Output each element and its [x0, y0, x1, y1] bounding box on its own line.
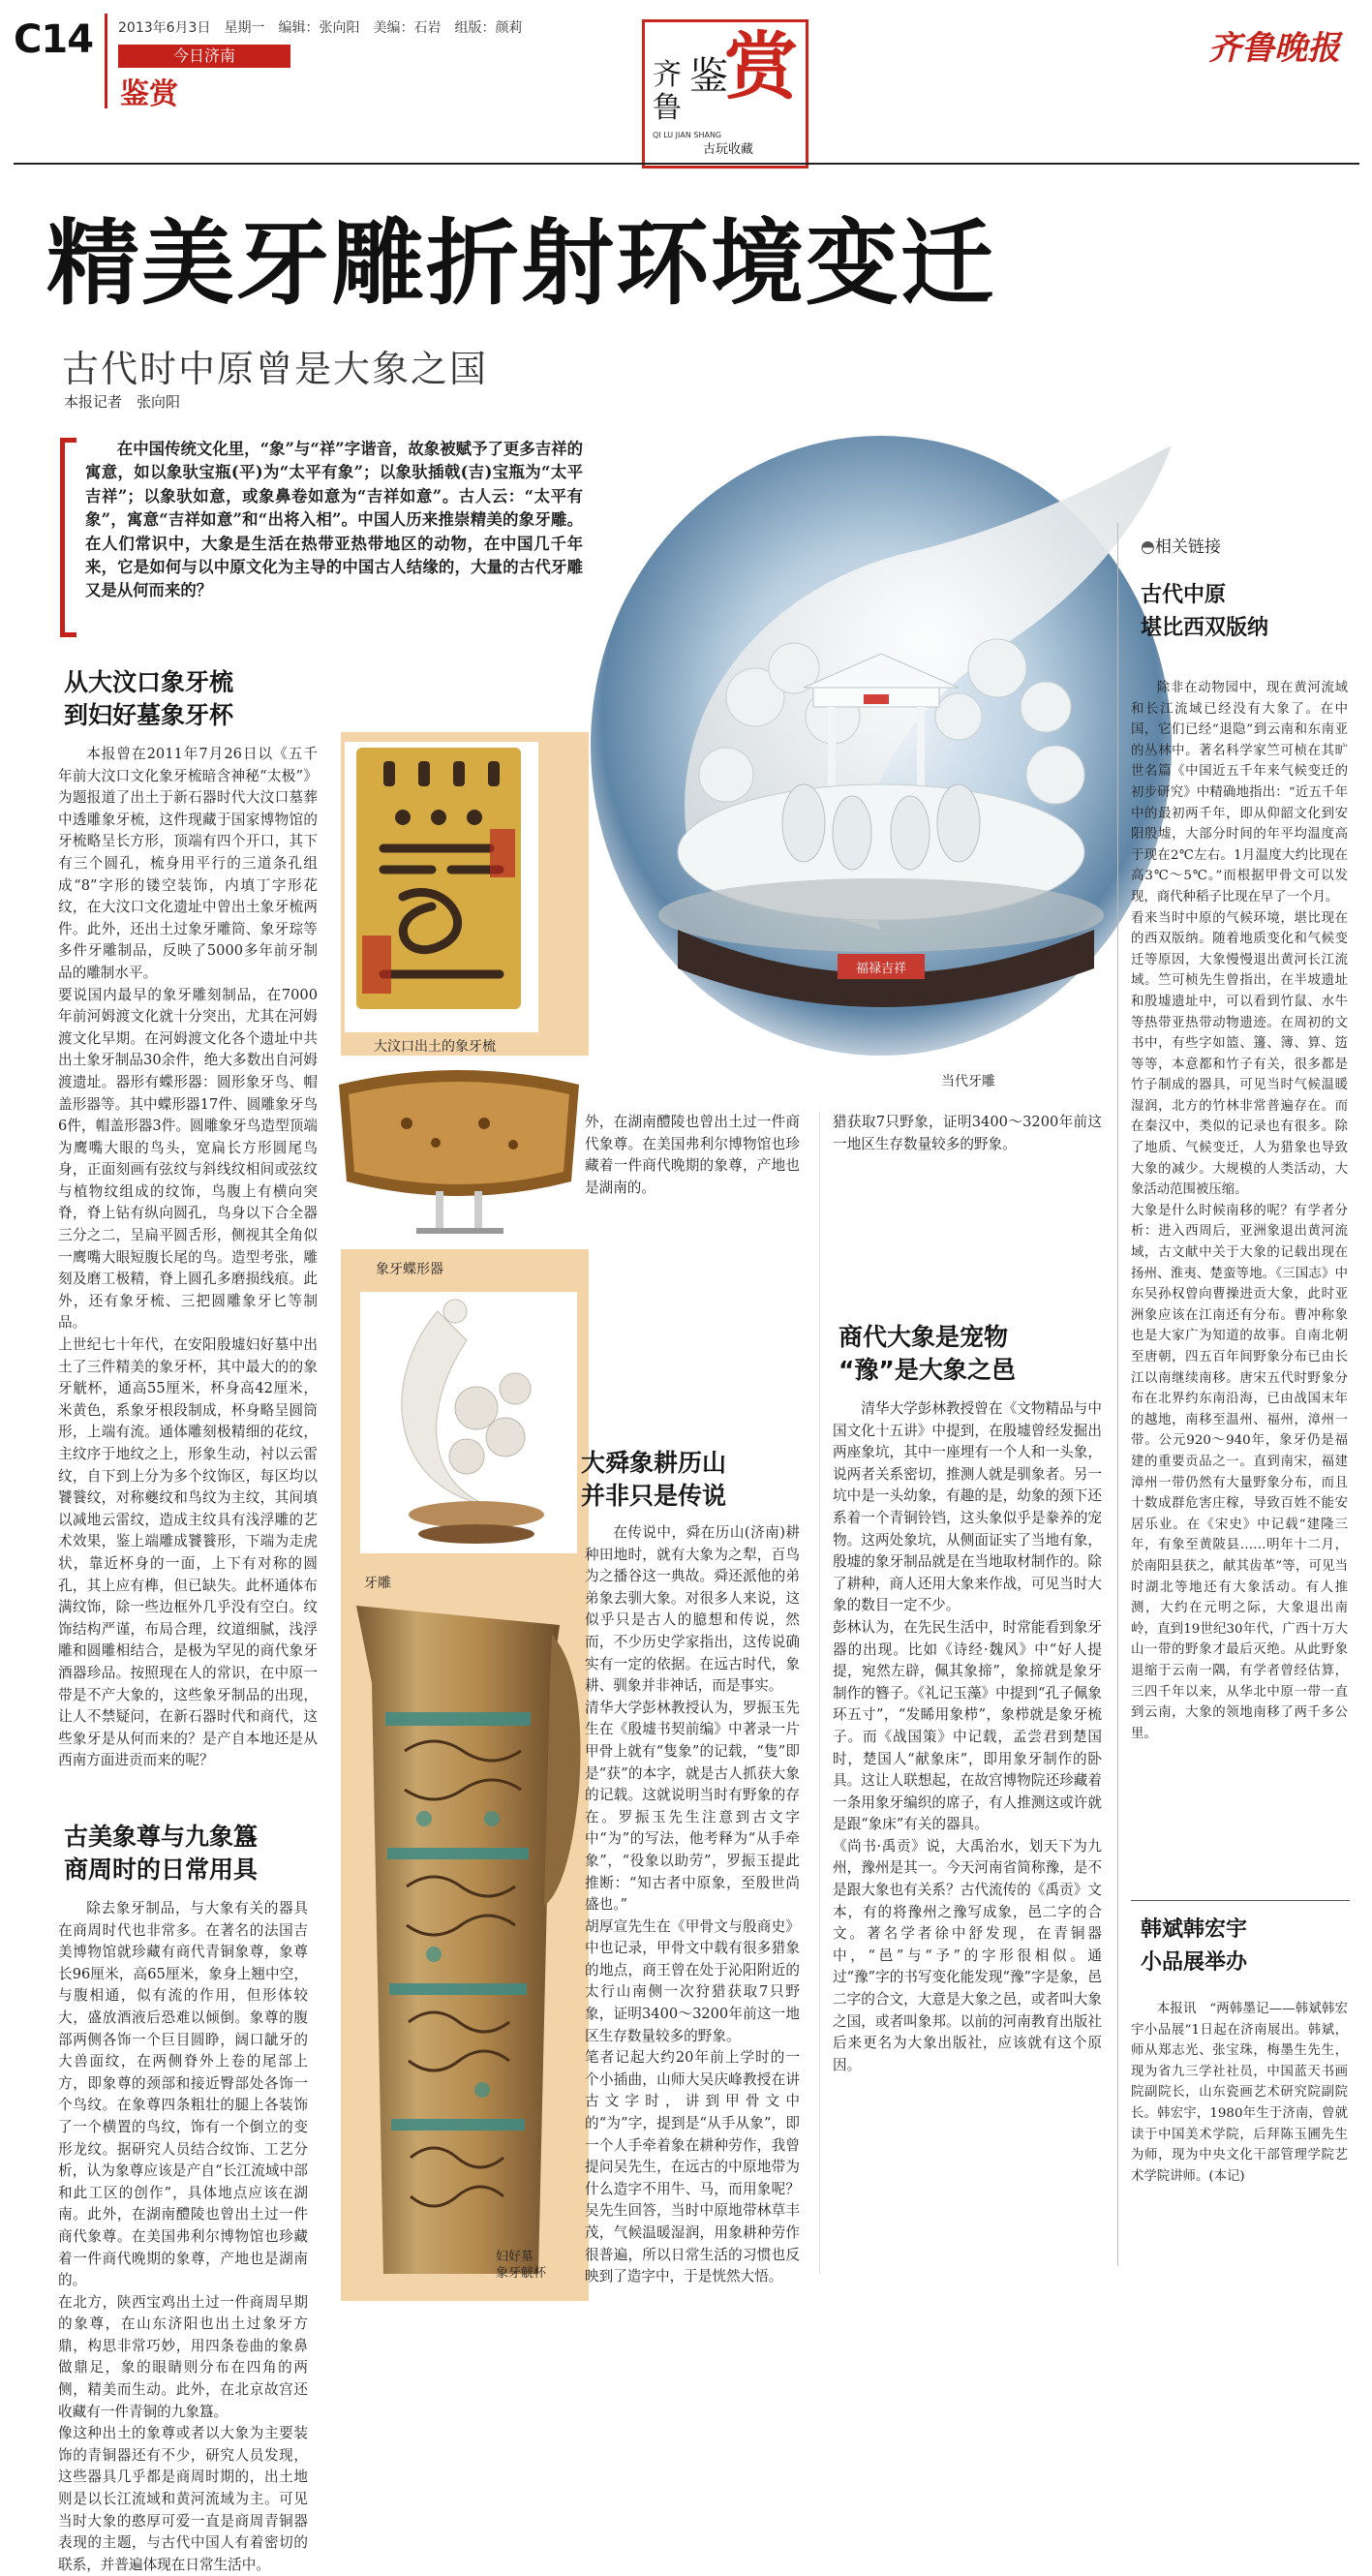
- sidebar-body: [1131, 678, 1348, 1859]
- section1-body-text: 本报曾在2011年7月26日以《五千年前大汶口文化象牙梳暗含神秘“太极”》为题报道了出土于新石器时代大汶口墓葬中透雕象牙梳，这件现藏于国家博物馆的牙梳略呈长方形，顶端有四个开口，其下有三个圆孔，梳身用平行的三道条孔组成“8”字形的镂空装饰，内填丁字形花纹，在大汶口文化遗址中曾出土象牙梳两件。此外，还出土过象牙雕筒、象牙琮等多件牙雕制品，反映了5000多年前牙制品的雕制水平。 要说国内最早的象牙雕刻制品，在7000年前河姆渡文化就十分突出，尤其在河姆渡文化早期。在河姆渡文化各个遗址中共出土象牙制品30余件，绝大多数出自河姆渡遗址。器形有蝶形器：圆形象牙鸟、帽盖形器等。其中蝶形器17件、圆雕象牙鸟6件，帽盖形器3件。圆雕象牙鸟造型顶端为鹰嘴大眼的鸟头，宽扁长方形圆尾鸟身，正面刻画有弦纹与斜线纹相间或弦纹与植物纹组成的纹饰，鸟腹上有横向突脊，脊上钻有纵向圆孔，鸟身以下合全器三分之二，呈扁平圆舌形，侧视其全角似一鹰嘴大眼短腹长尾的鸟。造型考张，雕刻及磨工极精，脊上圆孔多磨损线痕。此外，还有象牙梳、三把圆雕象牙匕等制品。 上世纪七十年代，在安阳殷墟妇好墓中出土了三件精美的象牙杯，其中最大的的象牙觥杯，通高55厘米，杯身高42厘米，米黄色，系象牙根段制成，杯身略呈圆筒形，上端有流。通体雕刻极精细的花纹，主纹序于地纹之上，形象生动，衬以云雷纹，自下到上分为多个纹饰区，每区均以饕餮纹，对称夔纹和鸟纹为主纹，其间填以减地云雷纹，造成主纹具有浅浮雕的艺术效果，鉴上端雕成饕餮形，下端为走虎状，靠近杯身的一面，上下有对称的圆孔，其上应有榫，但已缺失。此杯通体布满纹饰，除一些边框外几乎没有空白。纹饰结构严谨，布局合理，纹道细腻，浅浮雕和圆雕相结合，是极为罕见的商代象牙酒器珍品。按照现在人的常识，在中原一带是不产大象的，这些象牙制品的出现，让人不禁疑问，在新石器时代和商代，这些象牙是从何而来的？是产自本地还是从西南方面进贡而来的呢？: [58, 746, 318, 1769]
- caption-modern-carving: 当代牙雕: [941, 1074, 995, 1089]
- news-heading: 韩斌韩宏宇 小品展举办: [1141, 1917, 1248, 1975]
- section2-continued: [585, 1112, 800, 1441]
- related-link-label: 相关链接: [1154, 537, 1221, 557]
- section3-heading: 大舜象耕历山 并非只是传说: [581, 1449, 727, 1510]
- comb-photo: [345, 742, 538, 1032]
- column4-top-text: 猎获取7只野象，证明3400～3200年前这一地区生存数量较多的野象。: [833, 1114, 1102, 1152]
- paper-name: 齐鲁晚报: [1208, 29, 1340, 68]
- logo-pinyin: QI LU JIAN SHANG: [653, 131, 722, 139]
- logo-big-text: 赏: [724, 23, 798, 109]
- logo-sub: 古玩收藏: [703, 142, 754, 157]
- carving-image: [360, 1292, 577, 1553]
- section4-body-text: 清华大学彭林教授曾在《文物精品与中国文化十五讲》中提到，在殷墟曾经发掘出两座象坑，其中一座埋有一个人和一头象，说两者关系密切，推测人就是驯象者。另一坑中是一头幼象，有趣的是，幼象的颈下还系着一个青铜铃铛，这头象似乎是豢养的宠物。这两处象坑，从侧面证实了当地有象，殷墟的象牙制品就是在当地取材制作的。除了耕种，商人还用大象来作战，可见当时大象的数目一定不少。 彭林认为，在先民生活中，时常能看到象牙器的出现。比如《诗经·魏风》中“好人提提，宛然左辟，佩其象揥”，象揥就是象牙制作的簪子。《礼记玉藻》中提到“孔子佩象环五寸”，“发睎用象栉”，象栉就是象牙梳子。而《战国策》中记载，孟尝君到楚国时，楚国人“献象床”，即用象牙制作的卧具。这让人联想起，在故宫博物院还珍藏着一条用象牙编织的席子，有人推测这或许就是跟“象床”有关的器具。 《尚书·禹贡》说，大禹治水，划天下为九州，豫州是其一。今天河南省简称豫，是不是跟大象也有关系？古代流传的《禹贡》文本，有的将豫州之豫写成象，邑二字的合文。著名学者徐中舒发现，在青铜器中，“邑”与“予”的字形很相似。通过“豫”字的书写变化能发现“豫”字是象，邑二字的合文，大意是大象之邑，或者叫大象之国，或者叫象邦。以前的河南教育出版社后来更名为大象出版社，应该就有这个原因。: [833, 1400, 1102, 2073]
- sidebar-body-text: 除非在动物园中，现在黄河流域和长江流域已经没有大象了。在中国，它们已经“退隐”到云南和东南亚的丛林中。著名科学家竺可桢在其旷世名篇《中国近五千年来气候变迁的初步研究》中精确地指出：“近五千年中的最初两千年，即从仰韶文化到安阳殷墟，大部分时间的年平均温度高于现在2℃左右。1月温度大约比现在高3℃～5℃。”而根据甲骨文可以发现，商代种稻子比现在早了一个月。 看来当时中原的气候环境，堪比现在的西双版纳。随着地质变化和气候变迁等原因，大象慢慢退出黄河长江流域。竺可桢先生曾指出，在半坡遗址和殷墟遗址中，可以看到竹鼠、水牛等热带亚热带动物遗迹。在周初的文书中，有些字如篮、籩、簿、算、笾等等，本意都和竹子有关，很多都是竹子制成的器具，可见当时气候温暖湿润，北方的竹林非常普遍存在。而在秦汉中，类似的记录也有很多。除了地质、气候变迁，人为猎象也导致大象的减少。大规模的人类活动，大象活动范围被压缩。 大象是什么时候南移的呢？有学者分析：进入西周后，亚洲象退出黄河流域，古文献中关于大象的记载出现在扬州、淮夷、楚蛮等地。《三国志》中东吴孙权曾向曹操进贡大象，此时亚洲象应该在江南还有分布。曹冲称象也是大家广为知道的故事。自南北朝至唐朝，四五百年间野象分布已由长江以南继续南移。唐宋五代时野象分布在北界约东南沿海，已由战国末年的越地，南移至温州、福州，漳州一带。公元920～940年，象牙仍是福建的重要贡品之一。直到南宋，福建漳州一带仍然有大量野象分布，而且十数成群危害庄稼，导致百姓不能安居乐业。在《宋史》中记载“建隆三年，有象至黄陂县……明年十二月，於南阳县获之，献其齿革”等，可见当时湖北等地还有大象活动。有人推测，大约在元明之际，大象退出南岭，直到19世纪30年代，广西十万大山一带的野象才最后灭绝。从此野象退缩于云南一隅，有学者曾经估算，三四千年以来，从华北中原一带一直到云南，大象的领地南移了两千多公里。: [1131, 681, 1348, 1741]
- lead-bracket: [60, 438, 76, 637]
- news-body-text: 本报讯 “两韩墨记——韩斌韩宏宇小品展”1日起在济南展出。韩斌，师从郑志光、张宝珠，梅墨生先生，现为省九三学社社员，中国蓝天书画院副院长，山东瓷画艺术研究院副院长。韩宏宇，1980年生于济南，曾就读于中国美术学院，后拜陈玉圃先生为师，现为中央文化干部管理学院艺术学院讲师。(本记): [1131, 2002, 1348, 2184]
- header-rule: [14, 163, 1359, 165]
- page-number: C14: [14, 17, 94, 62]
- modern-carving-image: [591, 426, 1175, 1104]
- lead-paragraph: 在中国传统文化里，“象”与“祥”字谐音，故象被赋予了更多吉祥的寓意，如以象驮宝瓶(平)为“太平有象”；以象驮插戟(吉)宝瓶为“太平吉祥”；以象驮如意，或象鼻卷如意为“吉祥如意”。古人云：“太平有象”，寓意“吉祥如意”和“出将入相”。中国人历来推崇精美的象牙雕。在人们常识中，大象是生活在热带亚热带地区的动物，在中国几千年来，它是如何与以中原文化为主导的中国古人结缘的，大量的古代牙雕又是从何而来的？: [85, 440, 583, 600]
- caption-comb: 大汶口出土的象牙梳: [374, 1039, 496, 1055]
- cup-photo: [337, 1596, 591, 2293]
- section1-body: [58, 744, 318, 1803]
- column-logo: [642, 19, 808, 169]
- caption-butterfly: 象牙蝶形器: [376, 1262, 443, 1277]
- caption-cup: 妇好墓 象牙觥杯: [496, 2250, 547, 2281]
- section2-body-text: 除去象牙制品，与大象有关的器具在商周时代也非常多。在著名的法国吉美博物馆就珍藏有商代青铜象尊，象尊长96厘米，高65厘米，象身上翘中空，与腹相通，似有流的作用，但形体较大，盛放酒液后恐难以倾倒。象尊的腹部两侧各饰一个巨目圆睁，阔口龇牙的大兽面纹，在两侧脊外上卷的尾部上方，即象尊的颈部和接近臀部处各饰一个鸟纹。在象尊四条粗壮的腿上各装饰了一个横置的鸟纹，饰有一个倒立的变形龙纹。据研究人员结合纹饰、工艺分析，认为象尊应该是产自“长江流域中部和此工区的创作”，具体地点应该在湖南。此外，在湖南醴陵也曾出土过一件商代象尊。在美国弗利尔博物馆也珍藏着一件商代晚期的象尊，产地也是湖南的。 在北方，陕西宝鸡出土过一件商周早期的象尊，在山东济阳也出土过象牙方鼎，构思非常巧妙，用四条卷曲的象鼻做鼎足，象的眼睛则分布在四角的两侧，精美而生动。此外，在北京故宫还收藏有一件青铜的九象簋。 像这种出土的象尊或者以大象为主要装饰的青铜器还有不少，研究人员发现，这些器具几乎都是商周时期的，出土地则是以长江流域和黄河流域为主。可见当时大象的憨厚可爱一直是商周青铜器表现的主题，与古代中国人有着密切的联系，并普遍体现在日常生活中。: [58, 1900, 308, 2573]
- logo-small-text: 齐鲁: [653, 58, 682, 125]
- modern-carving-photo: [591, 426, 1175, 1104]
- section2-heading: 古美象尊与九象簋 商周时的日常用具: [64, 1823, 259, 1884]
- byline: 本报记者 张向阳: [64, 393, 181, 411]
- sidebar-heading: 古代中原 堪比西双版纳: [1141, 583, 1269, 640]
- section2-body: [58, 1898, 308, 2573]
- butterfly-image: [329, 1056, 589, 1249]
- article-title: 精美牙雕折射环境变迁: [46, 209, 995, 318]
- bullet-icon: ◓: [1141, 537, 1155, 557]
- article-subtitle: 古代时中原曾是大象之国: [62, 348, 489, 390]
- news-divider: [1131, 1900, 1350, 1901]
- section4-heading: 商代大象是宠物 “豫”是大象之邑: [838, 1323, 1016, 1384]
- caption-carving: 牙雕: [364, 1576, 391, 1591]
- news-body: [1131, 1999, 1348, 2262]
- section1-heading: 从大汶口象牙梳 到妇好墓象牙杯: [64, 668, 234, 729]
- header-divider: [105, 14, 107, 108]
- column-rule: [1117, 523, 1118, 2266]
- header-meta: 2013年6月3日 星期一 编辑：张向阳 美编：石岩 组版：颜莉: [118, 20, 523, 36]
- section4-body: [833, 1398, 1102, 2280]
- plaque-text: 福禄吉祥: [855, 962, 906, 976]
- related-link-tag: [1141, 533, 1221, 557]
- section-name: 鉴赏: [120, 77, 178, 111]
- comb-image: [345, 742, 538, 1032]
- butterfly-photo: [329, 1056, 589, 1249]
- section-tag: 今日济南: [118, 45, 290, 68]
- section3-body-text: 在传说中，舜在历山(济南)耕种田地时，就有大象为之犁，百鸟为之播谷这一典故。舜还派他的弟弟象去驯大象。对很多人来说，这似乎只是古人的臆想和传说，然而，不少历史学家指出，这传说确实有一定的依据。在远古时代，象耕、驯象并非神话，而是事实。 清华大学彭林教授认为，罗振玉先生在《殷墟书契前编》中著录一片甲骨上就有“隻象”的记载，“隻”即是“获”的本字，就是古人抓获大象的记载。这就说明当时有野象的存在。罗振玉先生注意到古文字中“为”的写法，他考释为“从手牵象”，“役象以助劳”，罗振玉提此推断：“知古者中原象，至殷世尚盛也。” 胡厚宣先生在《甲骨文与殷商史》中也记录，甲骨文中载有很多猎象的地点，商王曾在处于沁阳附近的太行山南侧一次狩猎获取7只野象，证明3400～3200年前这一地区生存数量较多的野象。 笔者记起大约20年前上学时的一个小插曲，山师大吴庆峰教授在讲古文字时，讲到甲骨文中的“为”字，提到是“从手从象”，即一个人手牵着象在耕种劳作，我曾提问吴先生，在远古的中原地带为什么造字不用牛、马，而用象呢？吴先生回答，当时中原地带林草丰茂，气候温暖湿润，用象耕种劳作很普遍，所以日常生活的习惯也反映到了造字中，于是恍然大悟。: [585, 1524, 800, 2285]
- section2-continued-text: 外，在湖南醴陵也曾出土过一件商代象尊。在美国弗利尔博物馆也珍藏着一件商代晚期的象尊，产地也是湖南的。: [585, 1114, 800, 1196]
- column4-top: [833, 1112, 1102, 1305]
- column-rule: [819, 1112, 820, 2274]
- logo-mid-text: 鉴: [689, 54, 728, 99]
- section3-body: [585, 1522, 800, 2285]
- carving-photo: [360, 1292, 577, 1553]
- ivory-cup-image: [337, 1596, 591, 2293]
